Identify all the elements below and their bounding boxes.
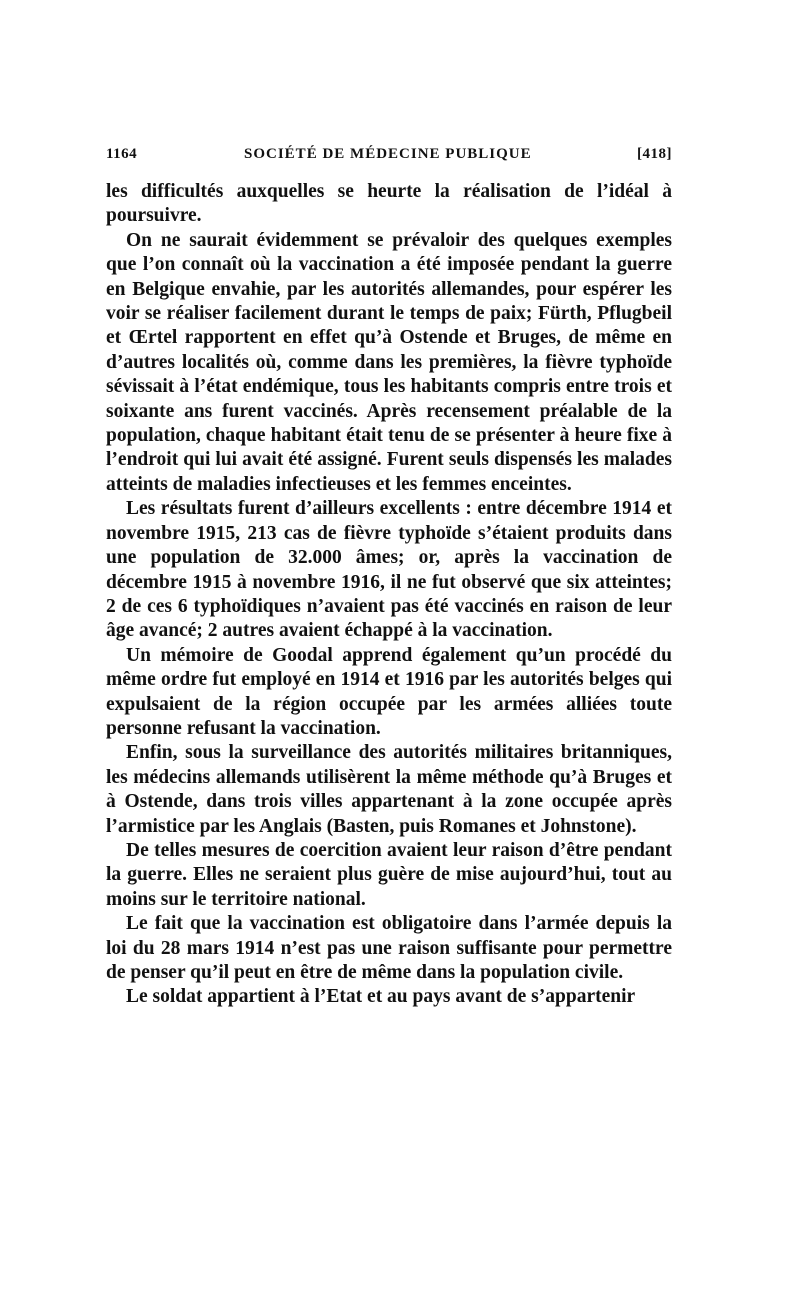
paragraph-results: Les résultats furent d’ailleurs excellents : entre décembre 1914 et novembre 1915, 213 cas de fièvre typhoïde s’étaient produits dans une population de 32.000 âmes; or, après la vaccination de décembre 1915 à novembre 1916, il ne fut observé que six atteintes; 2 de ces 6 typhoïdiques n’avaient pas été vaccinés en raison de leur âge avancé; 2 autres avaient échappé à la vaccination. bbox=[106, 498, 672, 642]
paragraph-coercion: De telles mesures de coercition avaient leur raison d’être pendant la guerre. Elles ne seraient plus guère de mise aujourd’hui, tout au moins sur le territoire national. bbox=[106, 839, 672, 910]
paragraph-continuation: les difficultés auxquelles se heurte la réalisation de l’idéal à poursuivre. bbox=[106, 181, 672, 227]
paragraph-goodal-memoir: Un mémoire de Goodal apprend également qu’un procédé du même ordre fut employé en 1914 et 1916 par les autorités belges qui expulsaient de la région occupée par les armées alliées toute personne refusant la vaccination. bbox=[106, 644, 672, 739]
running-head bbox=[106, 142, 672, 168]
paragraph-belgian-vaccination: On ne saurait évidemment se prévaloir des quelques exemples que l’on connaît où la vaccination a été imposée pendant la guerre en Belgique envahie, par les autorités allemandes, pour espérer les voir se réaliser facilement durant le temps de paix; Fürth, Pflugbeil et Œrtel rapportent en effet qu’à Ostende et Bruges, de même en d’autres localités où, comme dans les premières, la fièvre typhoïde sévissait à l’état endémique, tous les habitants compris entre trois et soixante ans furent vaccinés. Après recensement préalable de la population, chaque habitant était tenu de se présenter à heure fixe à l’endroit qui lui avait été assigné. Furent seuls dispensés les malades atteints de maladies infectieuses et les femmes enceintes. bbox=[106, 229, 672, 495]
paragraph-soldier: Le soldat appartient à l’Etat et au pays avant de s’appartenir bbox=[126, 986, 636, 1008]
body-text bbox=[106, 180, 672, 1010]
running-title: SOCIÉTÉ DE MÉDECINE PUBLIQUE bbox=[244, 146, 532, 162]
paragraph-british-surveillance: Enfin, sous la surveillance des autorités militaires britanniques, les médecins allemands utilisèrent la même méthode qu’à Bruges et à Ostende, dans trois villes appartenant à la zone occupée après l’armistice par les Anglais (Basten, puis Romanes et Johnstone). bbox=[106, 742, 672, 837]
book-page bbox=[106, 142, 672, 1010]
page-number: 1164 bbox=[106, 146, 138, 162]
paragraph-army-obligation: Le fait que la vaccination est obligatoire dans l’armée depuis la loi du 28 mars 1914 n’est pas une raison suffisante pour permettre de penser qu’il peut en être de même dans la population civile. bbox=[106, 913, 672, 983]
bracket-page-number: [418] bbox=[637, 146, 672, 162]
